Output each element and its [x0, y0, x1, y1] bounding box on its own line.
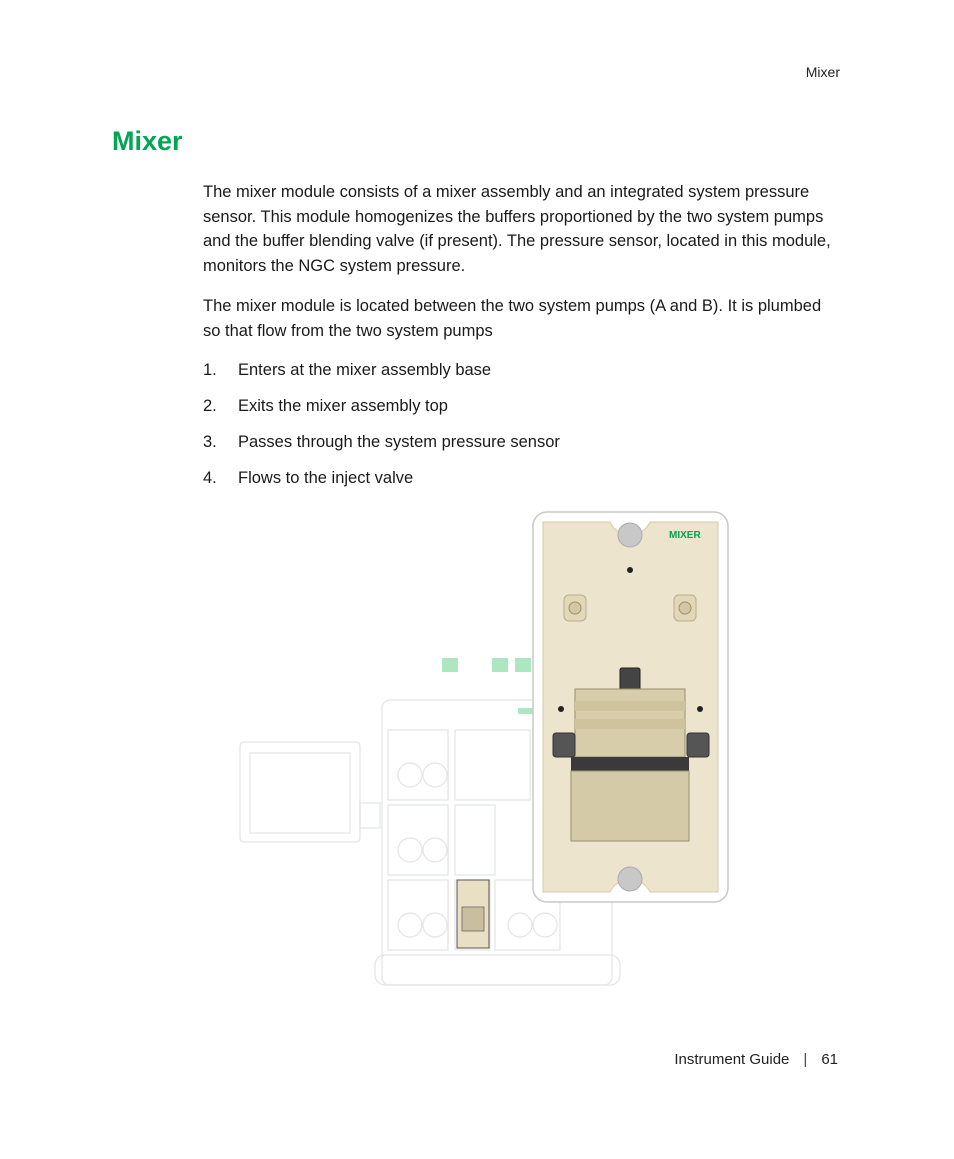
footer-separator: | — [803, 1051, 808, 1068]
page-number: 61 — [821, 1051, 838, 1068]
section-title: Mixer — [112, 126, 183, 156]
step-number: 3. — [203, 433, 217, 451]
guide-name: Instrument Guide — [674, 1051, 790, 1068]
step-text: Exits the mixer assembly top — [238, 397, 448, 415]
mixer-location-marker — [457, 880, 489, 948]
step-number: 2. — [203, 397, 217, 415]
bottle-caps-faded — [442, 658, 536, 714]
list-item — [203, 466, 560, 502]
step-number: 4. — [203, 469, 217, 487]
step-text: Enters at the mixer assembly base — [238, 361, 492, 379]
list-item — [203, 358, 560, 394]
mixer-illustration — [230, 505, 750, 995]
page-footer — [674, 1051, 838, 1068]
mixer-label: MIXER — [669, 530, 701, 541]
mixer-module-figure — [230, 505, 750, 995]
list-item — [203, 430, 560, 466]
list-item — [203, 394, 560, 430]
step-text: Flows to the inject valve — [238, 469, 414, 487]
flow-steps-list — [203, 358, 560, 502]
paragraph-intro: The mixer module consists of a mixer assembly and an integrated system pressure sensor. This module homogenizes the buffers proportioned by the two system pumps and the buffer blending valve (if present). The pressure sensor, located in this module, monitors the NGC system pressure. — [203, 183, 831, 275]
paragraph-location: The mixer module is located between the two system pumps (A and B). It is plumbed so that flow from the two system pumps — [203, 297, 822, 340]
mixer-panel-enlarged — [533, 512, 728, 902]
running-header: Mixer — [805, 64, 840, 80]
step-text: Passes through the system pressure sensor — [238, 433, 560, 451]
step-number: 1. — [203, 361, 217, 379]
